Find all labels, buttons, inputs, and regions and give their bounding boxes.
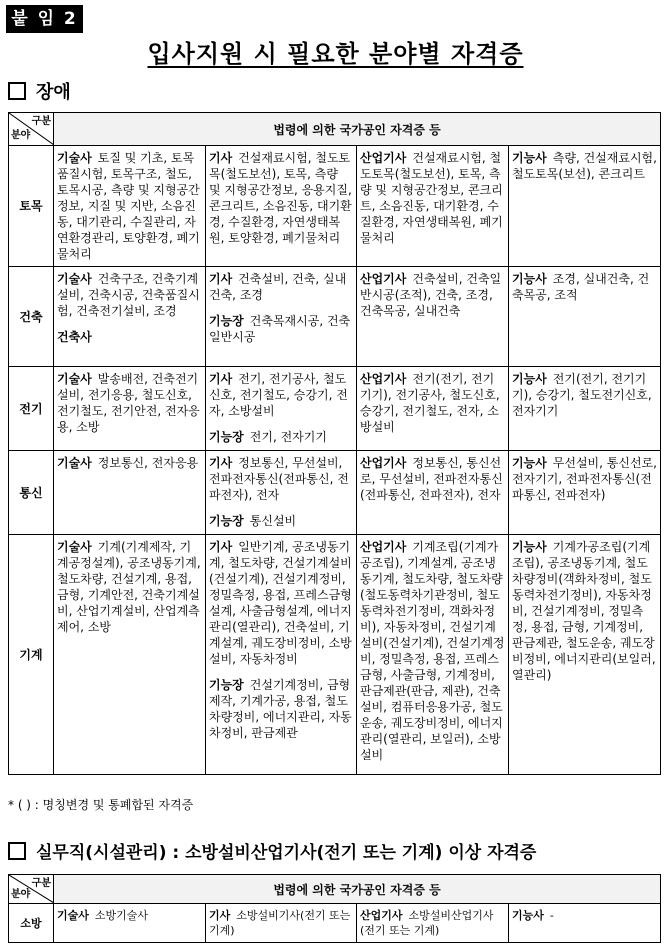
corner-cell [9, 113, 54, 146]
cell: 기사 일반기계, 공조냉동기계, 철도차량, 건설기계설비(건설기계), 건설기계정비, 정밀측정, 용접, 프레스금형설계, 사출금형설계, 에너지관리(열관리), 건축설비, 기계설계, 궤도장비정비, 소방설비, 자동차정비 기능장 건설기계정비, 금형제작, 기계가공, 용접, 철도차량정비, 에너지관리, 자동차정비, 판금제관 [206, 535, 357, 775]
field-label: 토목 [9, 146, 54, 267]
table-row [9, 904, 661, 943]
cell: 기술사 정보통신, 전자응용 [54, 451, 206, 535]
fire-cert-table [8, 874, 661, 943]
corner-top-label: 구분 [31, 878, 51, 889]
cert-table [8, 112, 661, 775]
cell: 기술사 건축구조, 건축기계설비, 건축시공, 건축품질시험, 건축전기설비, 조경 건축사 [54, 267, 206, 367]
cell: 기능사 - [509, 904, 661, 943]
cell: 산업기사 전기(전기, 전기기기), 전기공사, 철도신호, 승강기, 전기철도, 전자, 소방설비 [357, 367, 509, 451]
table-row [9, 535, 661, 775]
attachment-tag: 붙 임 2 [6, 5, 83, 33]
checkbox-square-icon [8, 82, 26, 100]
page-title: 입사지원 시 필요한 분야별 자격증 [147, 40, 524, 68]
corner-bottom-label: 분야 [11, 889, 31, 900]
corner-top-label: 구분 [31, 116, 51, 127]
cell: 기술사 소방기술사 [54, 904, 206, 943]
field-label: 기계 [9, 535, 54, 775]
field-label: 건축 [9, 267, 54, 367]
table-row [9, 451, 661, 535]
cell: 기능사 무선설비, 통신선로, 전자기기, 전파전자통신(전파통신, 전파전자) [509, 451, 661, 535]
field-label: 통신 [9, 451, 54, 535]
cell: 기능사 측량, 건설재료시험, 철도토목(보선), 콘크리트 [509, 146, 661, 267]
cell: 산업기사 건축설비, 건축일반시공(조적), 건축, 조경, 건축목공, 실내건축 [357, 267, 509, 367]
table-row [9, 267, 661, 367]
table-row [9, 146, 661, 267]
cell: 기사 전기, 전기공사, 철도신호, 전기철도, 승강기, 전자, 소방설비 기능장 전기, 전자기기 [206, 367, 357, 451]
cell: 기사 건설재료시험, 철도토목(철도보선), 토목, 측량 및 지형공간정보, 응용지질, 콘크리트, 소음진동, 대기환경, 수질환경, 자연생태복원, 토양환경, 폐기물처리 [206, 146, 357, 267]
table-row [9, 367, 661, 451]
corner-cell [9, 875, 54, 904]
corner-bottom-label: 분야 [11, 130, 31, 141]
table-header: 법령에 의한 국가공인 자격증 등 [54, 113, 661, 146]
cell: 기능사 전기(전기, 전기기기), 승강기, 철도전기신호, 전자기기 [509, 367, 661, 451]
cell: 기사 소방설비기사(전기 또는 기계) [206, 904, 357, 943]
field-label: 소방 [9, 904, 54, 943]
field-label: 전기 [9, 367, 54, 451]
section-disability: 장애 [8, 78, 71, 104]
checkbox-square-icon [8, 842, 26, 860]
footnote: * ( ) : 명칭변경 및 통폐합된 자격증 [8, 798, 194, 812]
cell: 산업기사 기계조립(기계가공조립), 기계설계, 공조냉동기계, 철도차량, 철도차량(철도동력차기관정비, 철도동력차전기정비, 객화차정비), 자동차정비, 건설기계설비(건설기계), 건설기계정비, 정밀측정, 용접, 프레스금형, 사출금형, 기계정비, 판금제관(판금, 제관), 건축설비, 컴퓨터응용가공, 철도운송, 궤도장비정비, 에너지관리(열관리, 보일러), 소방설비 [357, 535, 509, 775]
cell: 산업기사 소방설비산업기사(전기 또는 기계) [357, 904, 509, 943]
cell: 기사 정보통신, 무선설비, 전파전자통신(전파통신, 전파전자), 전자 기능장 통신설비 [206, 451, 357, 535]
cell: 기사 건축설비, 건축, 실내건축, 조경 기능장 건축목재시공, 건축일반시공 [206, 267, 357, 367]
section-practical: 실무직(시설관리) : 소방설비산업기사(전기 또는 기계) 이상 자격증 [8, 838, 536, 863]
cell: 기능사 기계가공조립(기계조립), 공조냉동기계, 철도차량정비(객화차정비, 철도동력차전기정비), 자동차정비, 건설기계정비, 정밀측정, 용접, 금형, 기계정비, 판금제관, 철도운송, 궤도장비정비, 에너지관리(보일러, 열관리) [509, 535, 661, 775]
cell: 기술사 기계(기계제작, 기계공정설계), 공조냉동기계, 철도차량, 건설기계, 용접, 금형, 기계안전, 건축기계설비, 산업기계설비, 산업계측제어, 소방 [54, 535, 206, 775]
cell: 산업기사 건설재료시험, 철도토목(철도보선), 토목, 측량 및 지형공간정보, 콘크리트, 소음진동, 대기환경, 수질환경, 자연생태복원, 폐기물처리 [357, 146, 509, 267]
cell: 기술사 발송배전, 건축전기설비, 전기응용, 철도신호, 전기철도, 전기안전, 전자응용, 소방 [54, 367, 206, 451]
cell: 기능사 조경, 실내건축, 건축목공, 조적 [509, 267, 661, 367]
table-header: 법령에 의한 국가공인 자격증 등 [54, 875, 661, 904]
cell: 기술사 토질 및 기초, 토목품질시험, 토목구조, 철도, 토목시공, 측량 및 지형공간정보, 지질 및 지반, 소음진동, 대기관리, 수질관리, 자연환경관리, 토양환경, 폐기물처리 [54, 146, 206, 267]
cell: 산업기사 정보통신, 통신선로, 무선설비, 전파전자통신(전파통신, 전파전자), 전자 [357, 451, 509, 535]
